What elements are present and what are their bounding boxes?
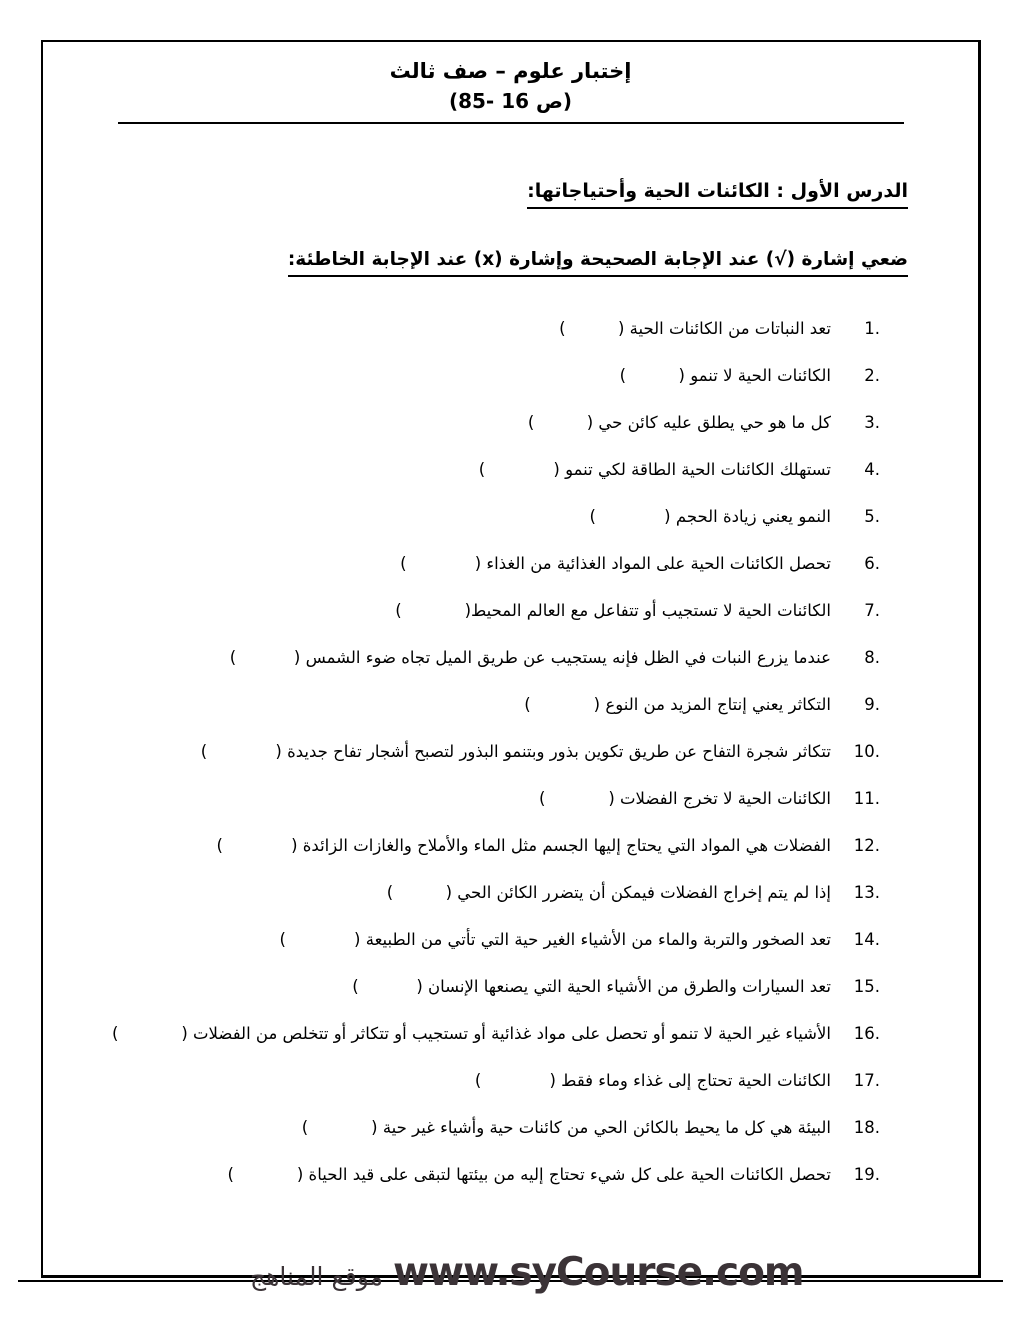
question-item (59, 411, 880, 434)
question-number: 16. (853, 1024, 880, 1043)
question-item (59, 1069, 880, 1092)
question-text: إذا لم يتم إخراج الفضلات فيمكن أن يتضرر الكائن الحي ( ) (386, 883, 831, 902)
question-text: تعد النباتات من الكائنات الحية ( ) (559, 319, 831, 338)
question-item (59, 458, 880, 481)
question-number: 1. (864, 319, 880, 338)
question-item (59, 552, 880, 575)
question-number: 10. (853, 742, 880, 761)
question-item (59, 740, 880, 763)
question-number: 8. (864, 648, 880, 667)
question-number: 5. (864, 507, 880, 526)
lesson-title-row (59, 180, 908, 209)
question-item (59, 693, 880, 716)
question-item (59, 787, 880, 810)
document-body (43, 180, 978, 1186)
question-number: 4. (864, 460, 880, 479)
question-item (59, 364, 880, 387)
question-number: 18. (853, 1118, 880, 1137)
question-list (59, 317, 908, 1186)
question-text: الأشياء غير الحية لا تنمو أو تحصل على مواد غذائية أو تستجيب أو تتكاثر أو تتخلص من الفضلات ( ) (111, 1024, 831, 1043)
question-text: تحصل الكائنات الحية على المواد الغذائية من الغذاء ( ) (400, 554, 831, 573)
question-item (59, 975, 880, 998)
question-text: تعد السيارات والطرق من الأشياء الحية التي يصنعها الإنسان ( ) (352, 977, 831, 996)
question-number: 17. (853, 1071, 880, 1090)
question-item (59, 1116, 880, 1139)
watermark-site-url: www.syCourse.com (393, 1250, 804, 1295)
question-item (59, 599, 880, 622)
question-number: 12. (853, 836, 880, 855)
question-text: الكائنات الحية لا تستجيب أو تتفاعل مع العالم المحيط( ) (395, 601, 831, 620)
lesson-title: الدرس الأول : الكائنات الحية وأحتياجاتها: (527, 180, 908, 209)
question-text: الكائنات الحية تحتاج إلى غذاء وماء فقط ( ) (474, 1071, 831, 1090)
question-number: 9. (864, 695, 880, 714)
document-title: إختبار علوم – صف ثالث (389, 59, 632, 83)
question-number: 19. (853, 1165, 880, 1184)
question-item (59, 1163, 880, 1186)
question-text: تستهلك الكائنات الحية الطاقة لكي تنمو ( ) (478, 460, 831, 479)
question-text: الكائنات الحية لا تنمو ( ) (619, 366, 831, 385)
page-border (41, 40, 981, 1278)
instruction-row (59, 249, 908, 277)
question-item (59, 646, 880, 669)
question-number: 13. (853, 883, 880, 902)
question-item (59, 505, 880, 528)
watermark-site-name: موقع المناهج (250, 1262, 384, 1291)
question-item (59, 881, 880, 904)
question-text: تعد الصخور والتربة والماء من الأشياء الغير حية التي تأتي من الطبيعة ( ) (279, 930, 831, 949)
question-number: 11. (853, 789, 880, 808)
question-number: 2. (864, 366, 880, 385)
question-number: 14. (853, 930, 880, 949)
question-text: تحصل الكائنات الحية على كل شيء تحتاج إليه من بيئتها لتبقى على قيد الحياة ( ) (227, 1165, 831, 1184)
page-range: (ص 16 -85) (448, 89, 573, 113)
document-header (43, 42, 978, 124)
question-text: عندما يزرع النبات في الظل فإنه يستجيب عن طريق الميل تجاه ضوء الشمس ( ) (229, 648, 831, 667)
question-text: النمو يعني زيادة الحجم ( ) (589, 507, 831, 526)
question-text: البيئة هي كل ما يحيط بالكائن الحي من كائنات حية وأشياء غير حية ( ) (301, 1118, 831, 1137)
question-text: كل ما هو حي يطلق عليه كائن حي ( ) (527, 413, 831, 432)
question-item (59, 1022, 880, 1045)
question-text: الكائنات الحية لا تخرج الفضلات ( ) (538, 789, 831, 808)
question-number: 15. (853, 977, 880, 996)
question-number: 6. (864, 554, 880, 573)
question-item (59, 317, 880, 340)
header-divider (118, 122, 904, 124)
watermark (250, 1250, 804, 1295)
question-item (59, 928, 880, 951)
instruction-text: ضعي إشارة (√) عند الإجابة الصحيحة وإشارة (x) عند الإجابة الخاطئة: (288, 249, 908, 277)
question-text: الفضلات هي المواد التي يحتاج إليها الجسم مثل الماء والأملاح والغازات الزائدة ( ) (216, 836, 831, 855)
question-number: 7. (864, 601, 880, 620)
question-text: تتكاثر شجرة التفاح عن طريق تكوين بذور وبتنمو البذور لتصبح أشجار تفاح جديدة ( ) (200, 742, 831, 761)
question-number: 3. (864, 413, 880, 432)
question-text: التكاثر يعني إنتاج المزيد من النوع ( ) (524, 695, 831, 714)
question-item (59, 834, 880, 857)
